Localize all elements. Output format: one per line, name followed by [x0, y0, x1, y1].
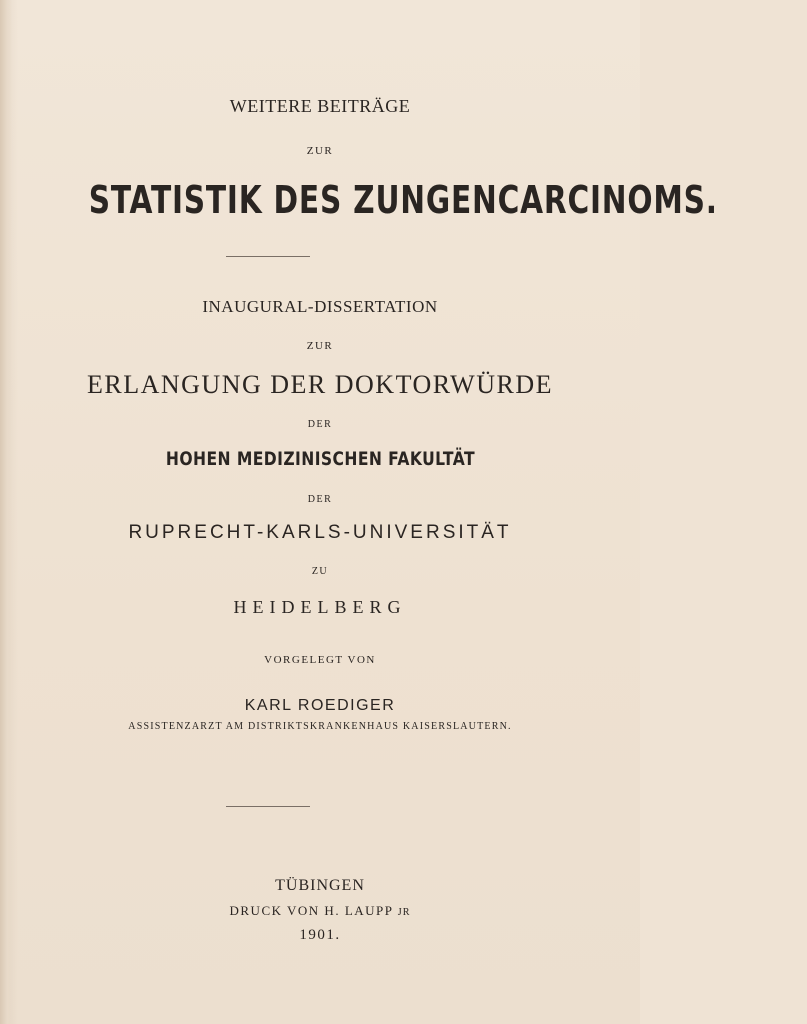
connector-zur-2: ZUR — [306, 340, 334, 352]
faculty-line — [0, 448, 640, 471]
title-line-2 — [0, 178, 718, 223]
publication-year: 1901. — [299, 927, 341, 943]
connector-zur-1: ZUR — [306, 145, 334, 157]
connector-der-2: DER — [307, 494, 333, 505]
printer-line — [0, 903, 640, 919]
dissertation-label: INAUGURAL-DISSERTATION — [202, 297, 438, 316]
main-title-text: STATISTIK DES ZUNGENCARCINOMS. — [88, 178, 718, 222]
connector-der-1: DER — [307, 419, 333, 430]
faculty-text: HOHEN MEDIZINISCHEN FAKULTÄT — [165, 448, 475, 470]
printer-name: DRUCK VON H. LAUPP — [229, 903, 394, 918]
author-name: KARL ROEDIGER — [244, 697, 396, 714]
university-city: HEIDELBERG — [233, 597, 407, 617]
title-line-1: WEITERE BEITRÄGE — [229, 96, 411, 116]
divider-rule-bottom — [226, 806, 310, 807]
connector-zu: ZU — [311, 566, 329, 577]
printer-suffix: JR — [397, 907, 411, 918]
erlangung-line: ERLANGUNG DER DOKTORWÜRDE — [86, 370, 553, 399]
author-position: ASSISTENZARZT AM DISTRIKTSKRANKENHAUS KAISERSLAUTERN. — [128, 721, 512, 732]
presented-by: VORGELEGT VON — [264, 654, 376, 666]
university-line: RUPRECHT-KARLS-UNIVERSITÄT — [128, 522, 512, 543]
divider-rule-top — [226, 256, 310, 257]
publisher-city: TÜBINGEN — [275, 877, 365, 894]
